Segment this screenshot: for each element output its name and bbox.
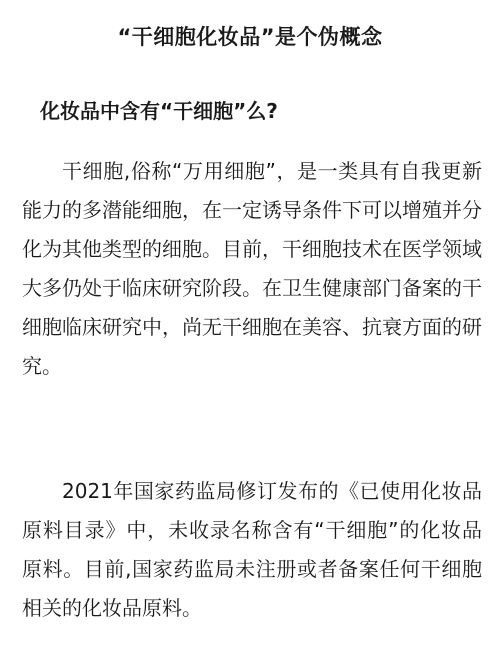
article-title: “干细胞化妆品”是个伪概念 — [117, 25, 383, 50]
paragraph-ingredient-catalog: 2021年国家药监局修订发布的《已使用化妆品原料目录》中，未收录名称含有“干细胞”的化妆品原料。目前,国家药监局未注册或者备案任何干细胞相关的化妆品原料。 — [22, 479, 482, 620]
section-heading: 化妆品中含有“干细胞”么? — [40, 98, 278, 123]
paragraph-stem-cell-definition: 干细胞,俗称“万用细胞”，是一类具有自我更新能力的多潜能细胞，在一定诱导条件下可以增殖并分化为其他类型的细胞。目前，干细胞技术在医学领域大多仍处于临床研究阶段。在卫生健康部门备案的干细胞临床研究中，尚无干细胞在美容、抗衰方面的研究。 — [22, 159, 482, 378]
